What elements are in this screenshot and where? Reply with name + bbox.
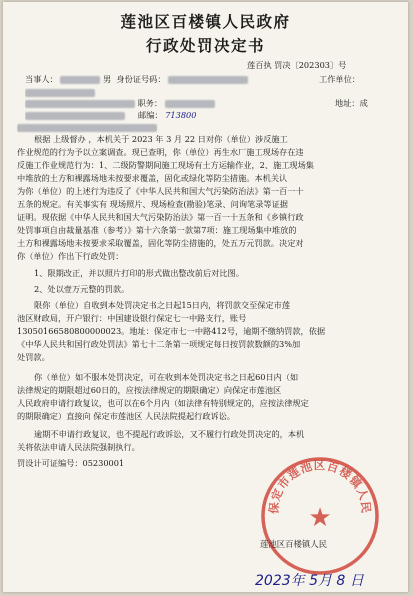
penalty-item-1: 1、限期改正，并以照片打印的形式做出整改前后对比图。 bbox=[34, 268, 244, 278]
reference-number: 罚设计可证编号：05230001 bbox=[17, 458, 125, 468]
body-line-4: 中堆放的土方和裸露场地未按要求覆盖，固化或绿化等防尘措施。本机关认 bbox=[17, 173, 288, 183]
payment-line-3: 13050166580800000023。地址：保定市七一中路412号，逾期不缴纳罚款，依据 bbox=[17, 326, 326, 336]
body-line-5: 为你（单位）的上述行为违反了《中华人民共和国大气污染防治法》第一百一十 bbox=[17, 186, 304, 196]
party-line-1: 当事人： 男 身份证号码： bbox=[25, 74, 398, 85]
seal-text: 保定市莲池区百楼镇人民 bbox=[266, 458, 374, 515]
body-line-7: 证明。现依据《中华人民共和国大气污染防治法》第一百一十五条和《乡镇行政 bbox=[17, 212, 304, 222]
body-line-2: 作业规范的行为予以立案调查。现已查明，你（单位）再生水厂施工现场存在违 bbox=[17, 147, 304, 157]
document-title: 莲池区百楼镇人民政府 bbox=[120, 12, 291, 31]
redacted-info bbox=[25, 100, 135, 108]
payment-line-2: 池区财政局，开户银行：中国建设银行保定七一中路支行，账号 bbox=[17, 313, 247, 323]
body-line-1: 根据 上级督办 ，本机关于 2023 年 3 月 22 日对你（单位）涉反施工 bbox=[34, 134, 288, 144]
party-line-5 bbox=[17, 122, 398, 133]
redacted-employer bbox=[25, 89, 95, 97]
redacted-extra bbox=[17, 124, 157, 132]
party-line-2 bbox=[25, 87, 398, 98]
enforce-line-1: 逾期不申请行政复议，也不提起行政诉讼，又不履行行政处罚决定的，本机 bbox=[34, 429, 305, 439]
document-number: 莲百执 罚决〔202303〕号 bbox=[247, 60, 347, 70]
issuing-organization: 莲池区百楼镇人民 bbox=[260, 539, 327, 549]
payment-line-5: 处罚款。 bbox=[17, 352, 50, 362]
appeal-line-4: 的期限确定）直接向 保定市莲池区 人民法院提起行政诉讼。 bbox=[17, 411, 236, 421]
enforce-line-2: 关将依法申请人民法院强制执行。 bbox=[17, 442, 140, 452]
body-line-8: 处罚事项自由裁量基准（参考）》第十六条第一款第7项：施工现场集中堆放的 bbox=[17, 225, 297, 235]
appeal-line-2: 法律规定的期限超过60日的，应按法律规定的期限确定）向保定市莲池区 bbox=[17, 385, 282, 395]
body-line-10: 你（单位）作出下行政处罚： bbox=[17, 251, 124, 261]
party-employer-label: 工作单位： bbox=[319, 74, 360, 84]
party-line-4: 邮编： 713800 bbox=[25, 110, 398, 121]
signature-date: 2023年 5月 8 日 bbox=[255, 573, 364, 589]
body-line-6: 五条的规定。有关事实有 现场照片、现场检查(勘验)笔录、问询笔录等证据 bbox=[17, 199, 288, 209]
appeal-line-1: 你（单位）如不服本处罚决定，可在收到本处罚决定书之日起60日内（如 bbox=[34, 372, 299, 382]
body-line-3: 反施工作业规范行为：1、二级防警期间施工现场有土方运输作业，2、施工现场集 bbox=[17, 160, 314, 170]
redacted-id bbox=[168, 76, 248, 84]
document-subtitle: 行政处罚决定书 bbox=[145, 36, 265, 55]
seal-star: ★ bbox=[308, 503, 332, 533]
document-page bbox=[3, 2, 408, 592]
payment-line-1: 限你（单位）自收到本处罚决定书之日起15日内，将罚款交至保定市莲 bbox=[34, 300, 291, 310]
penalty-item-2: 2、处以壹万元整的罚款。 bbox=[34, 284, 130, 294]
appeal-line-3: 人民政府申请行政复议，也可以在6个月内（如法律有特别规定的，应按法律规定 bbox=[17, 398, 309, 408]
official-seal-stamp bbox=[258, 454, 382, 578]
party-line-3: 职务： bbox=[25, 98, 398, 109]
body-line-9: 土方和裸露场地未按要求采取覆盖，固化等防尘措施的，处五万元罚款。决定对 bbox=[17, 238, 304, 248]
payment-line-4: 《中华人民共和国行政处罚法》第七十二条第一项规定每日按罚款数额的3%加 bbox=[17, 339, 301, 349]
redacted-address bbox=[25, 112, 125, 120]
redacted-name bbox=[60, 76, 100, 84]
redacted-position bbox=[165, 100, 215, 108]
party-address-label: 地址：成 bbox=[335, 98, 368, 108]
